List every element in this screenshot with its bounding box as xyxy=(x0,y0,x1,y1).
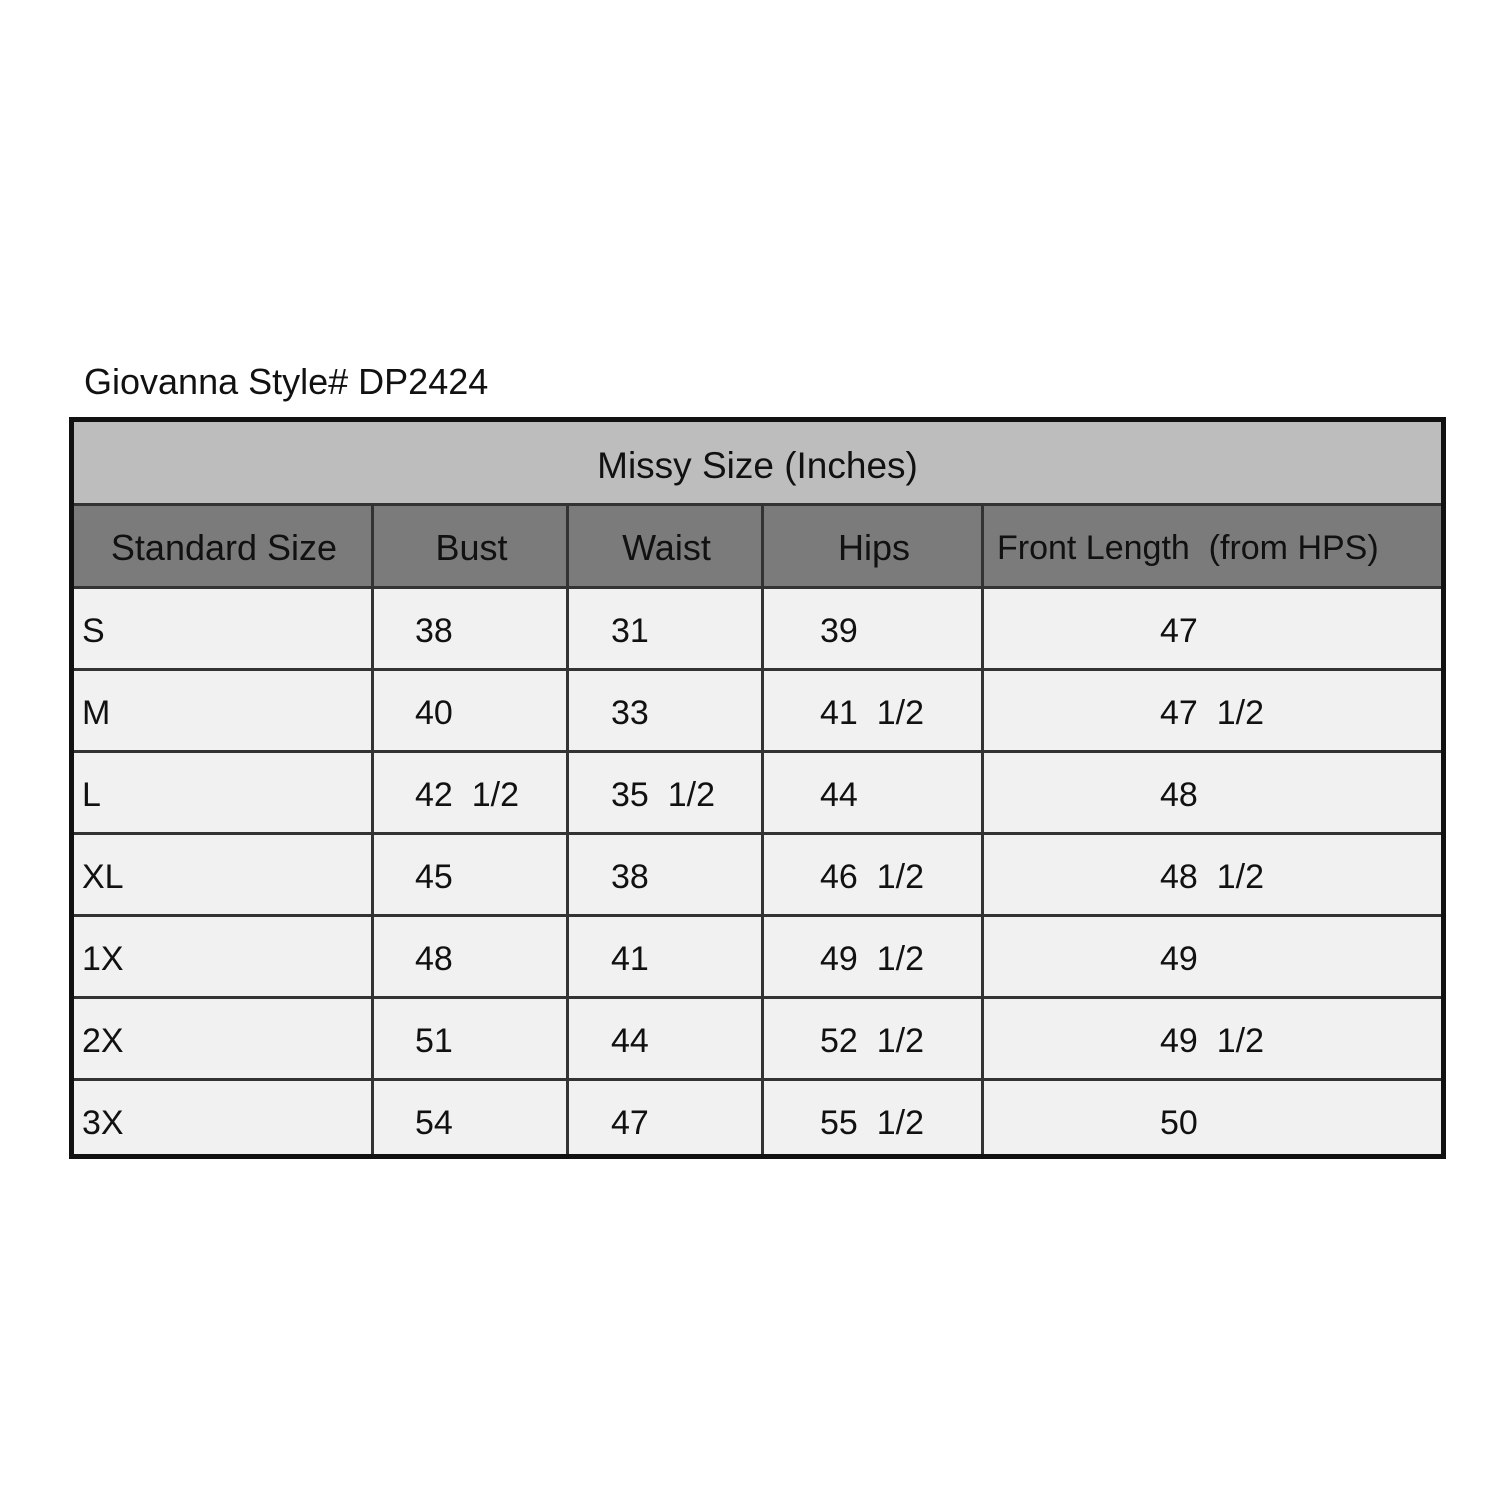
front-length-cell: 48 xyxy=(1160,776,1198,814)
header-waist: Waist xyxy=(622,527,711,568)
size-cell: 1X xyxy=(82,940,124,978)
hips-cell: 39 xyxy=(820,612,858,650)
size-cell: 2X xyxy=(82,1022,124,1060)
hips-cell: 55 1/2 xyxy=(820,1104,924,1142)
table-row xyxy=(74,1081,1441,1159)
bust-cell: 48 xyxy=(415,940,453,978)
hips-cell: 41 1/2 xyxy=(820,694,924,732)
table-row xyxy=(74,671,1441,753)
header-hips: Hips xyxy=(837,527,911,568)
table-body xyxy=(74,589,1441,1159)
table-row xyxy=(74,999,1441,1081)
bust-cell: 54 xyxy=(415,1104,453,1142)
table-row xyxy=(74,753,1441,835)
header-row xyxy=(74,506,1441,589)
front-length-cell: 48 1/2 xyxy=(1160,858,1264,896)
waist-cell: 41 xyxy=(611,940,649,978)
header-front-length: Front Length (from HPS) xyxy=(997,529,1379,567)
front-length-cell: 47 xyxy=(1160,612,1198,650)
hips-cell: 49 1/2 xyxy=(820,940,924,978)
waist-cell: 47 xyxy=(611,1104,649,1142)
size-cell: L xyxy=(82,776,101,814)
bust-cell: 40 xyxy=(415,694,453,732)
size-cell: M xyxy=(82,694,111,732)
table-row xyxy=(74,589,1441,671)
bust-cell: 51 xyxy=(415,1022,453,1060)
size-cell: S xyxy=(82,612,105,650)
chart-title: Giovanna Style# DP2424 xyxy=(84,361,489,402)
size-chart-table xyxy=(69,417,1446,1159)
table-row xyxy=(74,835,1441,917)
bust-cell: 38 xyxy=(415,612,453,650)
front-length-cell: 47 1/2 xyxy=(1160,694,1264,732)
hips-cell: 44 xyxy=(820,776,858,814)
waist-cell: 31 xyxy=(611,612,649,650)
front-length-cell: 49 1/2 xyxy=(1160,1022,1264,1060)
front-length-cell: 49 xyxy=(1160,940,1198,978)
table-row xyxy=(74,917,1441,999)
bust-cell: 42 1/2 xyxy=(415,776,519,814)
bust-cell: 45 xyxy=(415,858,453,896)
size-cell: 3X xyxy=(82,1104,124,1142)
waist-cell: 35 1/2 xyxy=(611,776,715,814)
hips-cell: 46 1/2 xyxy=(820,858,924,896)
size-cell: XL xyxy=(82,858,124,896)
table-banner: Missy Size (Inches) xyxy=(74,422,1441,506)
waist-cell: 44 xyxy=(611,1022,649,1060)
hips-cell: 52 1/2 xyxy=(820,1022,924,1060)
waist-cell: 33 xyxy=(611,694,649,732)
front-length-cell: 50 xyxy=(1160,1104,1198,1142)
header-standard-size: Standard Size xyxy=(110,527,338,568)
waist-cell: 38 xyxy=(611,858,649,896)
header-bust: Bust xyxy=(435,527,508,568)
